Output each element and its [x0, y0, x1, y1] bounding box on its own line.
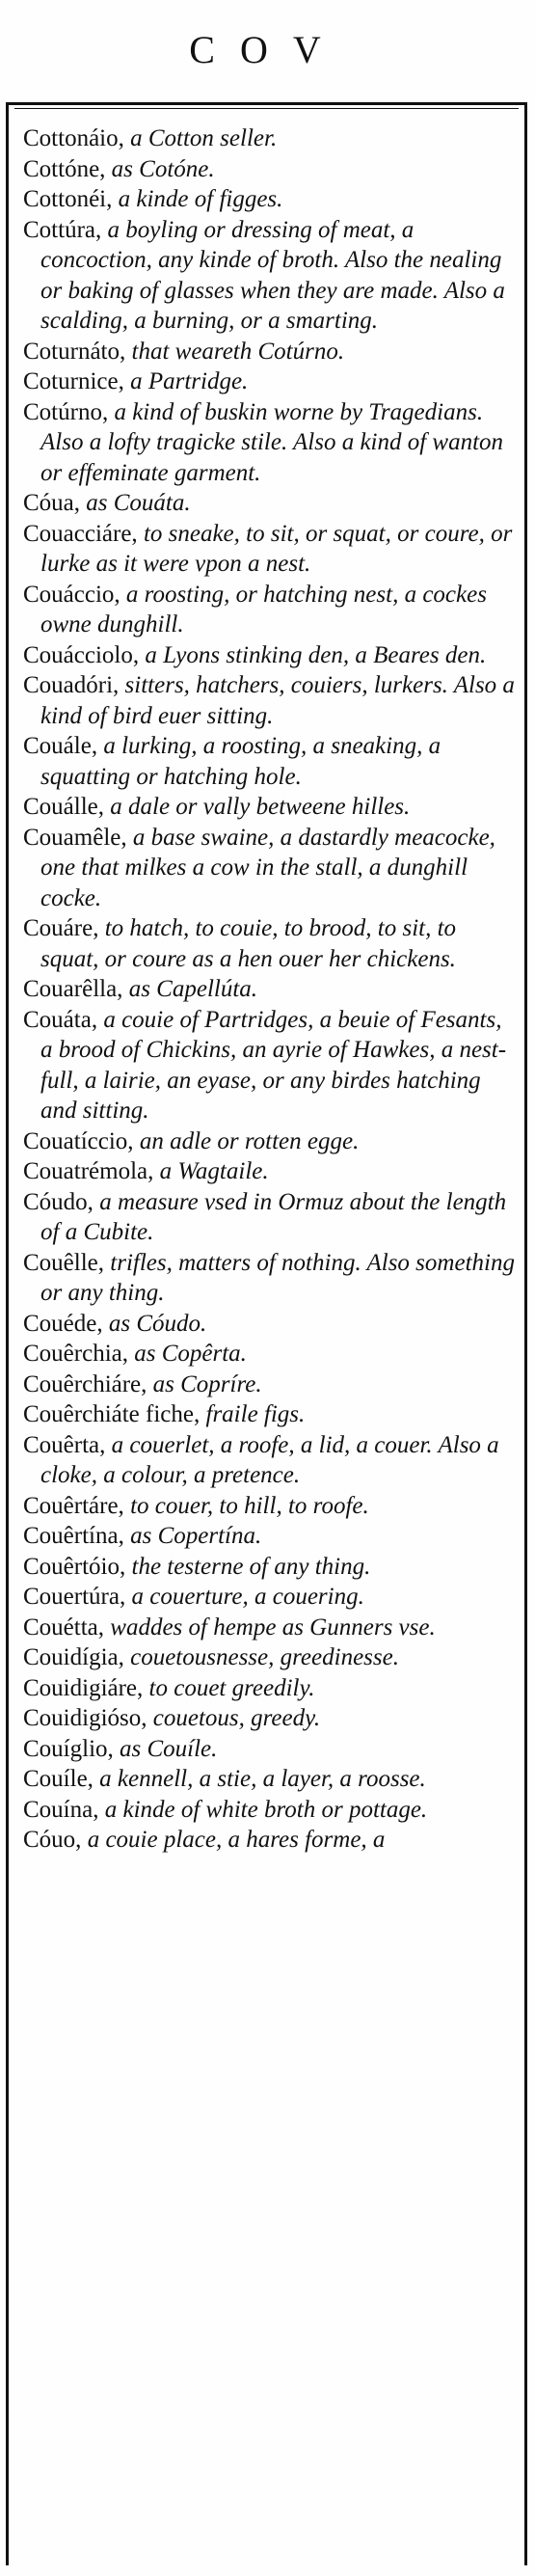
dictionary-entry — [23, 1156, 517, 1187]
headword: Couêrchia, — [23, 1341, 128, 1367]
definition: the testerne of any thing. — [125, 1553, 371, 1580]
dictionary-entry — [23, 1399, 517, 1430]
headword: Couíle, — [23, 1766, 94, 1792]
definition: as Cóudo. — [102, 1310, 207, 1337]
dictionary-entry — [23, 640, 517, 671]
definition: to hatch, to couie, to brood, to sit, to squat, or coure as a hen ouer her chickens. — [40, 915, 457, 972]
dictionary-entry — [23, 792, 517, 823]
headword: Cotúrno, — [23, 398, 109, 425]
definition: a Wagtaile. — [153, 1158, 269, 1184]
headword: Cóua, — [23, 490, 81, 516]
headword: Couatrémola, — [23, 1158, 154, 1184]
dictionary-entry — [23, 519, 517, 580]
definition: a couerture, a couering. — [125, 1584, 364, 1610]
definition: sitters, hatchers, couiers, lurkers. Also a kind of bird euer sitting. — [40, 672, 515, 729]
definition: a roosting, or hatching nest, a cockes owne dunghill. — [40, 581, 487, 637]
headword: Cottonéi, — [23, 186, 113, 212]
definition: as Copertína. — [123, 1523, 262, 1549]
headword: Couêlle, — [23, 1249, 105, 1276]
headword: Couacciáre, — [23, 520, 138, 547]
definition: as Copríre. — [147, 1370, 262, 1397]
definition: couetousnesse, greedinesse. — [123, 1644, 399, 1670]
definition: a base swaine, a dastardly meacocke, one that milkes a cow in the stall, a dunghill cocke. — [40, 824, 495, 911]
headword: Couáre, — [23, 915, 99, 941]
headword: Couidigiáre, — [23, 1674, 144, 1701]
definition: an adle or rotten egge. — [133, 1127, 360, 1154]
dictionary-entry — [23, 1673, 517, 1704]
dictionary-entry — [23, 1491, 517, 1522]
definition: trifles, matters of nothing. Also something or any thing. — [40, 1249, 515, 1306]
dictionary-entry — [23, 123, 517, 154]
headword: Cottúra, — [23, 216, 102, 243]
definition: a kind of buskin worne by Tragedians. Also a lofty tragicke stile. Also a kind of wanton or effeminate garment. — [40, 398, 504, 486]
headword: Couáccio, — [23, 581, 120, 608]
dictionary-entry — [23, 1369, 517, 1400]
dictionary-entry — [23, 1521, 517, 1552]
definition: a couie of Partridges, a beuie of Fesants, a brood of Chickins, an ayrie of Hawkes, a nest-full, a lairie, an eyase, or any birdes hatching and sitting. — [40, 1006, 507, 1124]
definition: to sneake, to sit, or squat, or coure, or lurke as it were vpon a nest. — [40, 520, 513, 577]
dictionary-entry — [23, 1764, 517, 1795]
definition: a kinde of white broth or pottage. — [98, 1796, 428, 1823]
definition: a Lyons stinking den, a Beares den. — [139, 641, 487, 668]
definition: a couie place, a hares forme, a — [81, 1827, 386, 1853]
headword: Coturnáto, — [23, 338, 126, 365]
headword: Couále, — [23, 733, 98, 759]
headword: Cóuo, — [23, 1827, 82, 1853]
headword: Couatíccio, — [23, 1127, 134, 1154]
dictionary-entry — [23, 397, 517, 489]
headword: Coturnice, — [23, 368, 124, 394]
headword: Couácciolo, — [23, 641, 140, 668]
dictionary-entry — [23, 1552, 517, 1583]
dictionary-entry — [23, 1187, 517, 1248]
dictionary-entry — [23, 1795, 517, 1826]
definition: couetous, greedy. — [147, 1705, 321, 1731]
dictionary-entry — [23, 337, 517, 367]
headword: Couéde, — [23, 1310, 103, 1337]
headword: Cottóne, — [23, 155, 106, 182]
dictionary-entry — [23, 974, 517, 1005]
dictionary-entry — [23, 1126, 517, 1157]
definition: to couer, to hill, to roofe. — [123, 1492, 369, 1519]
dictionary-entry — [23, 731, 517, 792]
dictionary-entry — [23, 1825, 517, 1856]
dictionary-entry — [23, 488, 517, 519]
dictionary-entry — [23, 1613, 517, 1643]
headword: Couidígia, — [23, 1644, 124, 1670]
headword: Couêrta, — [23, 1431, 106, 1458]
dictionary-entry — [23, 1430, 517, 1491]
headword: Couêrchiáre, — [23, 1370, 147, 1397]
headword: Couêrtína, — [23, 1523, 124, 1549]
dictionary-entry — [23, 1339, 517, 1369]
definition: as Cotóne. — [105, 155, 215, 182]
definition: as Capellúta. — [122, 976, 258, 1002]
definition: a kennell, a stie, a layer, a roosse. — [93, 1766, 426, 1792]
definition: a boyling or dressing of meat, a concoction, any kinde of broth. Also the nealing or baking of glasses when they are made. Also a scalding, a burning, or a smarting. — [40, 216, 505, 334]
dictionary-entry — [23, 215, 517, 337]
page-header-title: COV — [189, 28, 346, 71]
headword: Couêrchiáte fiche, — [23, 1401, 201, 1427]
dictionary-entry — [23, 1582, 517, 1613]
definition: a lurking, a roosting, a sneaking, a squatting or hatching hole. — [40, 733, 441, 790]
frame-top-rule — [14, 108, 519, 109]
dictionary-entry — [23, 184, 517, 215]
headword: Couálle, — [23, 794, 105, 820]
dictionary-entry — [23, 823, 517, 914]
definition: a kinde of figges. — [112, 186, 283, 212]
headword: Couíglio, — [23, 1735, 114, 1762]
dictionary-entry — [23, 1734, 517, 1765]
headword: Couáta, — [23, 1006, 98, 1033]
dictionary-entry — [23, 913, 517, 974]
headword: Cottonáio, — [23, 125, 124, 151]
definition: that weareth Cotúrno. — [125, 338, 345, 365]
definition: a Partridge. — [123, 368, 249, 394]
headword: Couína, — [23, 1796, 99, 1823]
dictionary-entry — [23, 670, 517, 731]
definition: to couet greedily. — [143, 1674, 315, 1701]
definition: a dale or vally betweene hilles. — [104, 794, 411, 820]
entry-list — [23, 123, 517, 1856]
dictionary-entry — [23, 1642, 517, 1673]
headword: Couêrtáre, — [23, 1492, 124, 1519]
headword: Couamêle, — [23, 824, 127, 851]
definition: a measure vsed in Ormuz about the length of a Cubite. — [40, 1188, 507, 1245]
dictionary-entry — [23, 1703, 517, 1734]
definition: as Couíle. — [113, 1735, 218, 1762]
headword: Couétta, — [23, 1613, 105, 1641]
headword: Couêrtóio, — [23, 1553, 126, 1580]
dictionary-entry — [23, 580, 517, 640]
definition: as Copêrta. — [127, 1341, 247, 1367]
headword: Cóudo, — [23, 1188, 94, 1215]
definition: waddes of hempe as Gunners vse. — [104, 1613, 436, 1641]
dictionary-entry — [23, 1005, 517, 1126]
headword: Couadóri, — [23, 672, 120, 698]
dictionary-entry — [23, 366, 517, 397]
headword: Couertúra, — [23, 1584, 126, 1610]
definition: a couerlet, a roofe, a lid, a couer. Also a cloke, a colour, a pretence. — [40, 1431, 499, 1488]
headword: Couidigióso, — [23, 1705, 147, 1731]
headword: Couarêlla, — [23, 976, 123, 1002]
dictionary-entry — [23, 154, 517, 185]
definition: as Couáta. — [80, 490, 191, 516]
dictionary-entry — [23, 1248, 517, 1309]
definition: fraile figs. — [200, 1401, 306, 1427]
definition: a Cotton seller. — [123, 125, 278, 151]
dictionary-entry — [23, 1309, 517, 1340]
